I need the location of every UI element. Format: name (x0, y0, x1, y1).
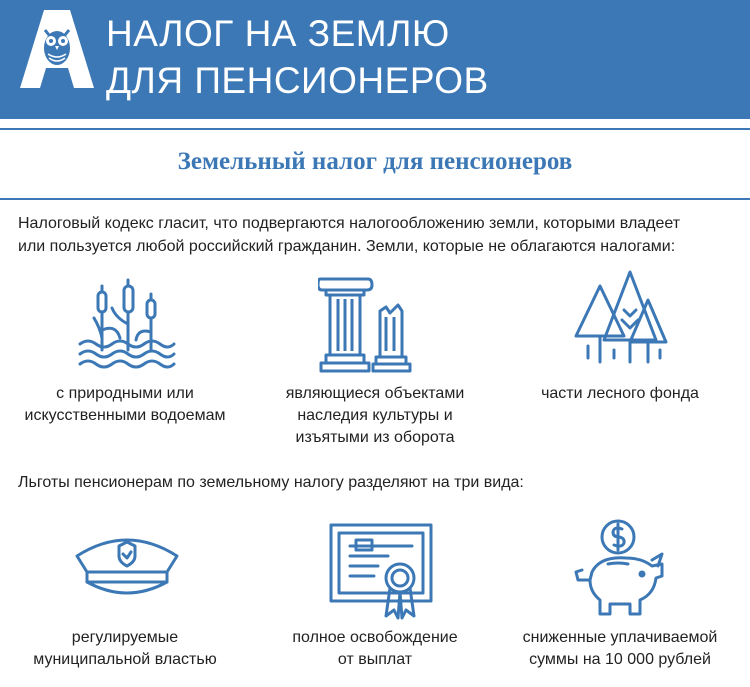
page-title (106, 10, 489, 104)
certificate-icon (328, 522, 434, 620)
caption-heritage-line-2: наследия культуры и (297, 407, 453, 424)
caption-reduced-amount-line-2: суммы на 10 000 рублей (529, 651, 711, 668)
owl-logo-icon (18, 8, 96, 90)
caption-forest (495, 383, 745, 405)
title-line-1: НАЛОГ НА ЗЕМЛЮ (106, 13, 450, 54)
officer-cap-icon (73, 530, 181, 604)
forest-icon (570, 270, 670, 366)
caption-water (0, 383, 250, 427)
caption-full-exemption (250, 627, 500, 671)
caption-reduced-amount (495, 627, 745, 671)
caption-heritage-line-3: изъятыми из оборота (295, 429, 455, 446)
title-line-2: ДЛЯ ПЕНСИОНЕРОВ (106, 60, 489, 101)
piggy-bank-icon (572, 518, 672, 618)
caption-full-exemption-line-1: полное освобождение (292, 629, 458, 646)
caption-heritage-line-1: являющиеся объектами (285, 385, 465, 402)
caption-municipal-line-1: регулируемые (71, 629, 179, 646)
caption-water-line-1: с природными или (56, 385, 194, 402)
section-subtitle: Земельный налог для пенсионеров (177, 148, 573, 175)
benefits-intro: Льготы пенсионерам по земельному налогу разделяют на три вида: (18, 474, 524, 491)
header-banner (0, 0, 750, 119)
reeds-water-icon (76, 278, 176, 370)
intro-line-1: Налоговый кодекс гласит, что подвергаются налогообложению земли, которыми владеет (18, 215, 681, 232)
caption-reduced-amount-line-1: сниженные уплачиваемой (522, 629, 718, 646)
caption-full-exemption-line-2: от выплат (337, 651, 413, 668)
divider-bottom (0, 198, 750, 200)
caption-forest-line-1: части лесного фонда (541, 385, 699, 402)
divider-top (0, 128, 750, 130)
caption-municipal (0, 627, 250, 671)
intro-line-2: или пользуется любой российский гражданин. Земли, которые не облагаются налогами: (18, 238, 676, 255)
intro-paragraph (18, 212, 738, 258)
caption-municipal-line-2: муниципальной властью (33, 651, 217, 668)
caption-water-line-2: искусственными водоемам (24, 407, 226, 424)
caption-heritage (250, 383, 500, 449)
column-ruins-icon (318, 275, 418, 375)
